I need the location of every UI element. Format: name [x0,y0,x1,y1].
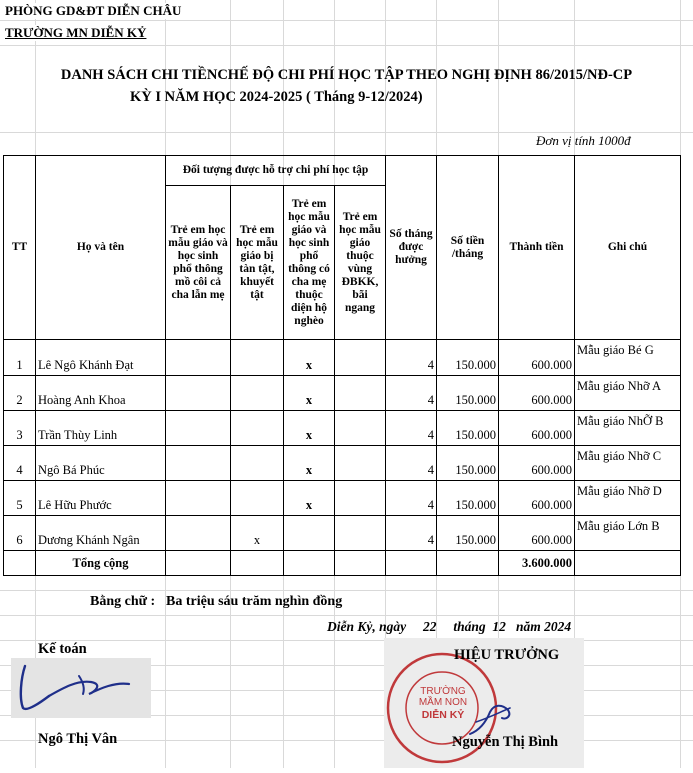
cell-amount: 600.000 [499,376,575,411]
total-label: Tổng cộng [36,551,166,576]
cell-c1 [166,340,231,376]
cell-rate: 150.000 [437,340,499,376]
stamp-center-2: MẦM NON [418,697,468,708]
cell-tt: 4 [4,446,36,481]
cell-months: 4 [386,411,437,446]
org-line-1: PHÒNG GD&ĐT DIỄN CHÂU [5,3,185,19]
cell-amount: 600.000 [499,340,575,376]
cell-amount: 600.000 [499,411,575,446]
header-disabled: Trẻ em học mẫu giáo bị tàn tật, khuyết tật [231,186,284,340]
cell-c1 [166,376,231,411]
in-words-value: Ba triệu sáu trăm nghìn đồng [166,594,343,609]
accountant-name: Ngô Thị Vân [38,731,118,747]
cell-c2 [231,340,284,376]
cell-note: Mẫu giáo Nhỡ A [575,376,681,411]
cell-c4 [335,376,386,411]
stamp-center-1: TRƯỜNG [420,686,466,697]
cell-tt: 3 [4,411,36,446]
cell-note: Mẫu giáo Nhỡ D [575,481,681,516]
cell-c2 [231,411,284,446]
cell-c2 [231,446,284,481]
principal-title: HIỆU TRƯỞNG [454,647,560,663]
cell-tt: 2 [4,376,36,411]
cell-rate: 150.000 [437,481,499,516]
date-line: Diễn Kỷ, ngày 22 tháng 12 năm 2024 [327,619,572,634]
cell-c2 [231,376,284,411]
cell-c4 [335,446,386,481]
accountant-signature [11,658,151,718]
accountant-title: Kế toán [38,641,87,657]
cell-rate: 150.000 [437,411,499,446]
table-row [4,340,681,376]
cell-months: 4 [386,516,437,551]
unit-note: Đơn vị tính 1000đ [536,133,631,148]
in-words-label: Bằng chữ : [90,594,156,609]
cell-tt: 1 [4,340,36,376]
cell-c3: x [284,411,335,446]
cell-name: Lê Ngô Khánh Đạt [36,340,166,376]
table-row [4,446,681,481]
cell-amount: 600.000 [499,516,575,551]
cell-c3: x [284,446,335,481]
cell-amount: 600.000 [499,481,575,516]
table-row [4,481,681,516]
cell-name: Lê Hữu Phước [36,481,166,516]
org-line-2: TRƯỜNG MN DIỄN KỶ [5,25,150,41]
cell-amount: 600.000 [499,446,575,481]
principal-name: Nguyễn Thị Bình [452,734,559,750]
cell-c2 [231,481,284,516]
cell-c3: x [284,376,335,411]
header-amount: Thành tiền [499,156,575,340]
cell-months: 4 [386,376,437,411]
cell-note: Mẫu giáo Bé G [575,340,681,376]
payment-table [3,155,681,576]
cell-months: 4 [386,340,437,376]
cell-c4 [335,411,386,446]
cell-c4 [335,516,386,551]
table-row [4,376,681,411]
cell-note: Mẫu giáo Nhỡ C [575,446,681,481]
header-beneficiary-group: Đối tượng được hỗ trợ chi phí học tập [166,156,386,186]
cell-c3 [284,516,335,551]
cell-name: Ngô Bá Phúc [36,446,166,481]
header-note: Ghi chú [575,156,681,340]
cell-c3: x [284,481,335,516]
cell-c4 [335,340,386,376]
header-orphan: Trẻ em học mẫu giáo và học sinh phổ thông mồ côi cả cha lẫn mẹ [166,186,231,340]
header-difficult-area: Trẻ em học mẫu giáo thuộc vùng ĐBKK, bãi ngang [335,186,386,340]
cell-months: 4 [386,481,437,516]
cell-c1 [166,446,231,481]
page-subtitle: KỲ I NĂM HỌC 2024-2025 ( Tháng 9-12/2024) [130,89,423,105]
table-row [4,516,681,551]
page-title: DANH SÁCH CHI TIỀNCHẾ ĐỘ CHI PHÍ HỌC TẬP THEO NGHỊ ĐỊNH 86/2015/NĐ-CP [60,67,633,83]
cell-c1 [166,411,231,446]
cell-c3: x [284,340,335,376]
cell-rate: 150.000 [437,446,499,481]
cell-c1 [166,516,231,551]
header-poor-household: Trẻ em học mẫu giáo và học sinh phổ thông có cha mẹ thuộc diện hộ nghèo [284,186,335,340]
header-rate: Số tiền /tháng [437,156,499,340]
cell-c2: x [231,516,284,551]
header-tt: TT [4,156,36,340]
cell-months: 4 [386,446,437,481]
cell-rate: 150.000 [437,376,499,411]
cell-c1 [166,481,231,516]
total-amount: 3.600.000 [499,551,575,576]
cell-tt: 6 [4,516,36,551]
table-row [4,411,681,446]
cell-rate: 150.000 [437,516,499,551]
total-empty-cell [4,551,36,576]
cell-name: Dương Khánh Ngân [36,516,166,551]
cell-tt: 5 [4,481,36,516]
header-months: Số tháng được hưởng [386,156,437,340]
cell-name: Hoàng Anh Khoa [36,376,166,411]
cell-name: Trần Thùy Linh [36,411,166,446]
cell-c4 [335,481,386,516]
cell-note: Mẫu giáo Lớn B [575,516,681,551]
cell-note: Mẫu giáo NhỠ B [575,411,681,446]
header-name: Họ và tên [36,156,166,340]
stamp-center-3: DIỄN KỶ [421,709,465,721]
